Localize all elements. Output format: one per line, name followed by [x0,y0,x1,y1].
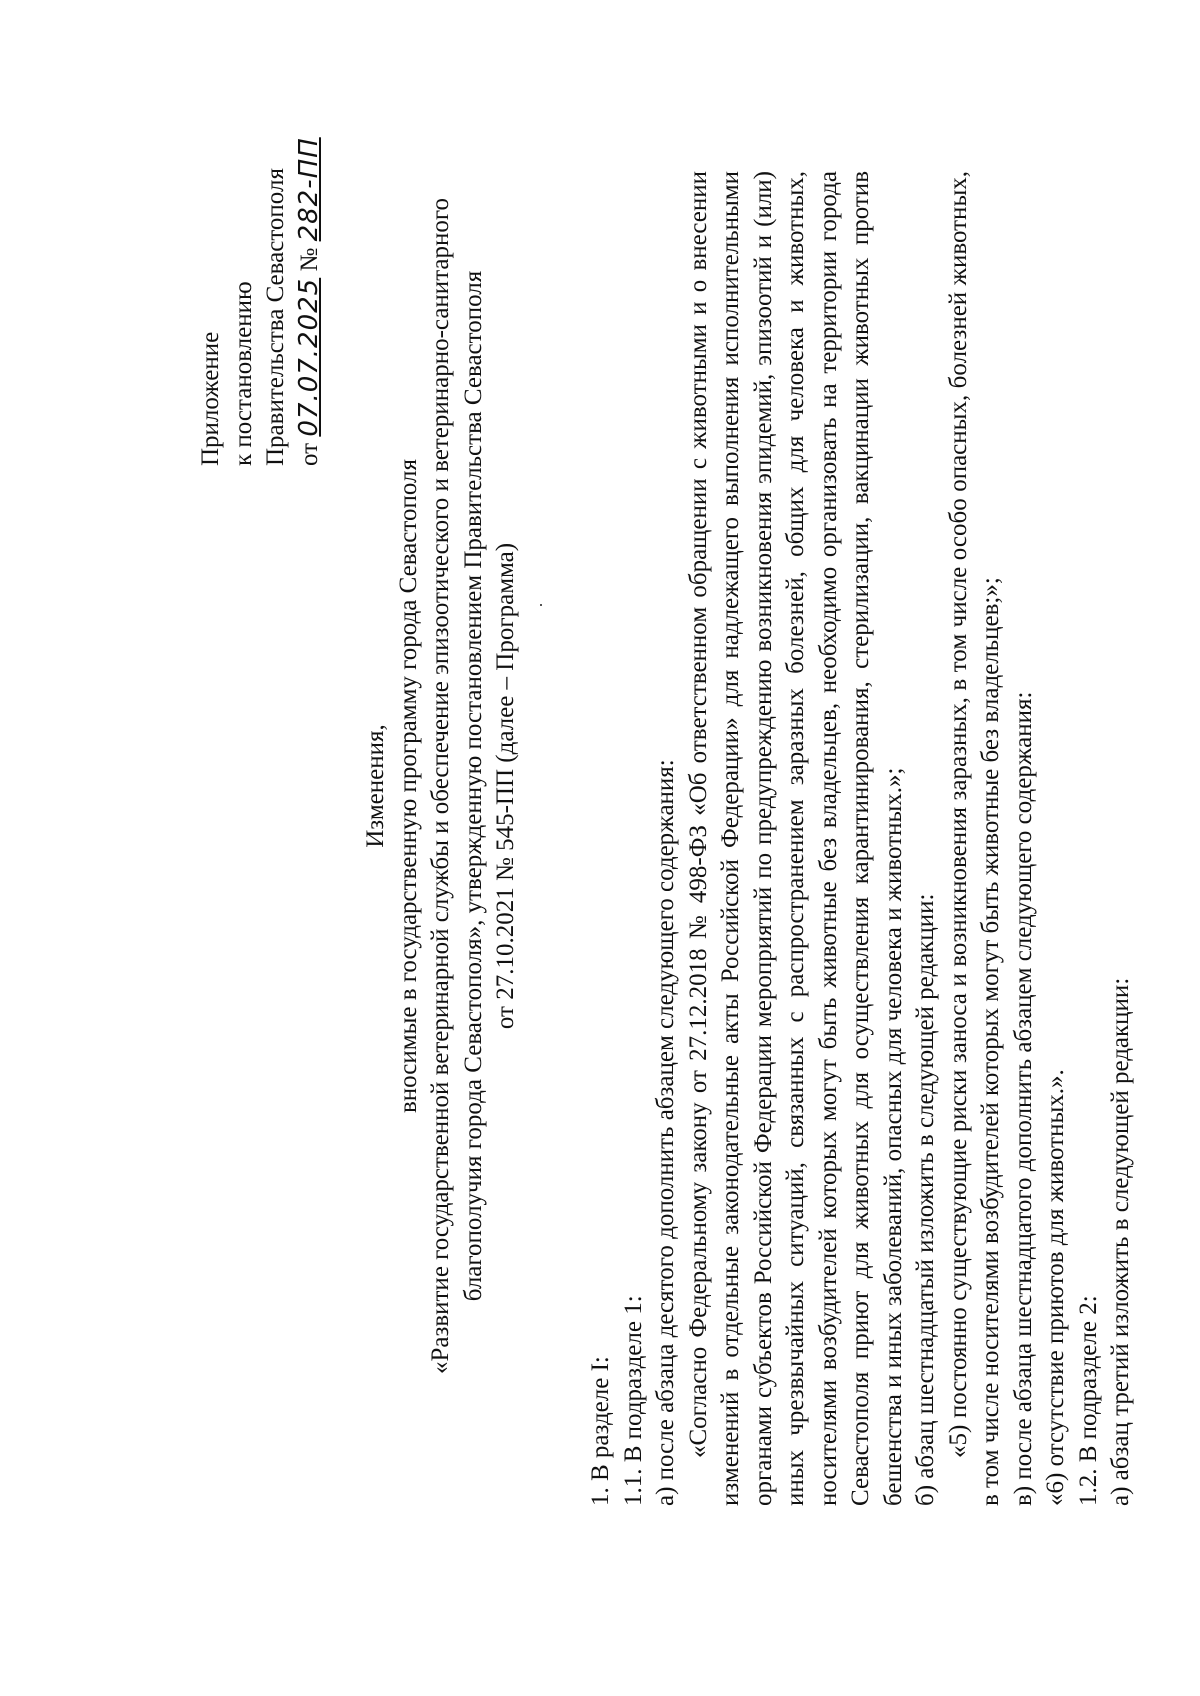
item-a: а) после абзаца десятого дополнить абзацем следующего содержания: [652,759,679,1506]
title-line-5: от 27.10.2021 № 545-ПП (далее – Программа) [492,542,519,1030]
appendix-line-2: к постановлению [229,281,257,466]
item-a-2: а) абзац третий изложить в следующей редакции: [1107,977,1134,1506]
appendix-line-4 [293,46,327,466]
quoted-paragraph-1: «Согласно Федеральному закону от 27.12.2018 № 498-ФЗ «Об ответственном обращении с животными и о внесении изменений в отдельные законодательные акты Российской Федерации» для надлежащего выполнения исполнительными органами субъектов Российской Федерации мероприятий по предупреждению возникновения эпидемий, эпизоотий и (или) иных чрезвычайных ситуаций, связанных с распространением заразных болезней, общих для человека и животных, носителями возбудителей которых могут быть животные без владельцев, необходимо организовать на территории города Севастополя приют для животных для осуществления карантинирования, стерилизации, вакцинации животных против бешенства и иных заболеваний, опасных для человека и животных.»; [684,171,907,1506]
quoted-paragraph-3: «6) отсутствие приютов для животных.». [1042,1069,1069,1506]
handwritten-date: 07.07.2025 [293,277,324,437]
appendix-line-3: Правительства Севастополя [262,168,289,466]
title-line-4: благополучия города Севастополя», утвержденную постановлением Правительства Севастополя [459,270,487,1302]
section-heading: 1. В разделе I: [587,1356,614,1506]
scan-speck [540,604,542,606]
appendix-date-prefix: от [295,442,323,466]
item-b: б) абзац шестнадцатый изложить в следующей редакции: [912,893,939,1506]
appendix-block [195,46,326,466]
document-title [360,116,523,1456]
title-line-1: Изменения, [362,724,389,848]
subsection-heading-2: 1.2. В подразделе 2: [1074,1295,1102,1506]
title-line-2: вносимые в государственную программу города Севастополя [394,459,422,1113]
number-sign: № [295,247,323,272]
handwritten-number: 282-ПП [293,137,324,242]
title-line-3: «Развитие государственной ветеринарной службы и обеспечение эпизоотического и ветеринарно-санитарного [427,197,454,1375]
item-v: в) после абзаца шестнадцатого дополнить абзацем следующего содержания: [1009,691,1037,1506]
quoted-paragraph-2: «5) постоянно существующие риски заноса и возникновения заразных, в том числе особо опасных, болезней животных, в том числе носителями возбудителей которых могут быть животные без владельцев;»; [944,171,1004,1506]
appendix-line-1: Приложение [197,331,224,466]
subsection-heading: 1.1. В подразделе 1: [619,1295,647,1506]
document-body [585,171,1138,1506]
